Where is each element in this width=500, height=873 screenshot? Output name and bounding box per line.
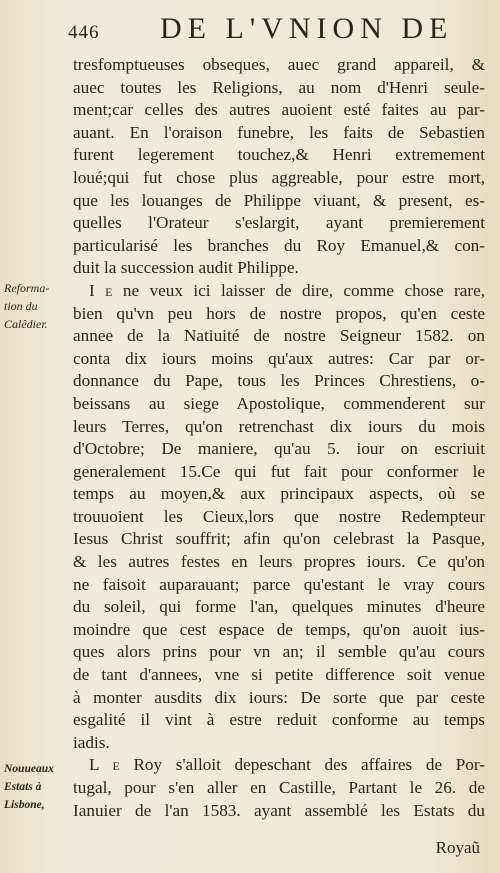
text-line: auant. En l'oraison funebre, les faits de Sebastien [73, 122, 485, 142]
text-line [73, 280, 485, 303]
text-line: ne faisoit auparauant; parce qu'estant le vray cours [73, 574, 485, 594]
text-line: iadis. [73, 732, 110, 752]
margin-note-line: Nouueaux [4, 763, 54, 775]
text-line: tresfomptueuses obseques, auec grand appareil, & [73, 55, 485, 74]
text-line: annee de la Natiuité de nostre Seigneur 1582. on [73, 326, 485, 346]
text-line: trouuoient les Cieux,lors que nostre Redempteur [73, 506, 485, 526]
body-text [73, 54, 485, 822]
text-line: auec toutes les Religions, au nom d'Henri seule- [73, 77, 485, 97]
text-line: ment;car celles des autres auoient esté faites au par- [73, 100, 485, 120]
margin-note-line: Lisbone, [4, 799, 45, 811]
page-header [64, 10, 484, 46]
margin-note-new-estates [4, 760, 70, 814]
text-line: particularisé les branches du Roy Emanuel,& con- [73, 235, 485, 255]
catchword: Royaũ [435, 838, 480, 857]
text-line-content: ne veux ici laisser de dire, comme chose rare, [122, 280, 485, 300]
margin-note-line: Reforma- [4, 281, 50, 295]
text-line: que les louanges de Philippe viuant, & present, es- [73, 190, 485, 210]
text-line: bien qu'vn peu hors de nostre propos, qu'en ceste [73, 303, 485, 323]
margin-note-calendar-reform [4, 279, 70, 333]
margin-note-line: Estats à [4, 781, 42, 793]
text-line: furent legerement touchez,& Henri extremement [73, 145, 485, 165]
paragraph-initial: L e [89, 755, 120, 775]
margin-note-line: Calêdier. [4, 317, 48, 331]
text-line: temps au moyen,& aux principaux aspects, où se [73, 484, 485, 504]
running-title: DE L'VNION DE [160, 12, 454, 45]
text-line: leurs Terres, qu'on retrenchast dix iours du mois [73, 416, 485, 436]
text-line: donnance du Pape, tous les Princes Chrestiens, o- [73, 371, 485, 391]
text-line: & les autres festes en leurs propres iours. Ce qu'on [73, 552, 485, 572]
text-line: duit la succession audit Philippe. [73, 258, 299, 278]
text-line: d'Octobre; De maniere, qu'au 5. iour on escriuit [73, 439, 485, 459]
page-number: 446 [68, 22, 100, 43]
text-line: Ianuier de l'an 1583. ayant assemblé les Estats du [73, 800, 485, 820]
margin-note-line: tion du [4, 299, 38, 313]
text-line: tugal, pour s'en aller en Castille, Partant le 26. de [73, 778, 485, 797]
text-line: generalement 15.Ce qui fut fait pour conformer le [73, 461, 485, 481]
paragraph-initial: I e [89, 280, 113, 300]
text-line-content: Roy s'alloit depeschant des affaires de Por- [133, 755, 485, 775]
text-line: du soleil, qui forme l'an, quelques minutes d'heure [73, 597, 485, 617]
text-line: esgalité il vint à estre reduit conforme au temps [73, 710, 485, 730]
text-line: Iesus Christ souffrit; afin qu'on celebrast la Pasque, [73, 529, 485, 549]
text-line: conta dix iours moins qu'aux autres: Car par or- [73, 348, 485, 368]
text-line: quelles l'Orateur s'eslargit, ayant premierement [73, 213, 485, 233]
text-line: de tant d'annees, vne si petite difference soit venue [73, 665, 485, 685]
text-line: loué;qui fut chose plus aggreable, pour estre mort, [73, 167, 485, 187]
text-line: à monter ausdits dix iours: De sorte que par ceste [73, 687, 485, 707]
text-line [73, 754, 485, 777]
text-line: moindre que cest espace de temps, qu'on auoit ius- [73, 619, 485, 639]
text-line: ques alors prins pour vn an; il semble qu'au cours [73, 642, 485, 662]
text-line: beissans au siege Apostolique, commenderent sur [73, 393, 485, 413]
